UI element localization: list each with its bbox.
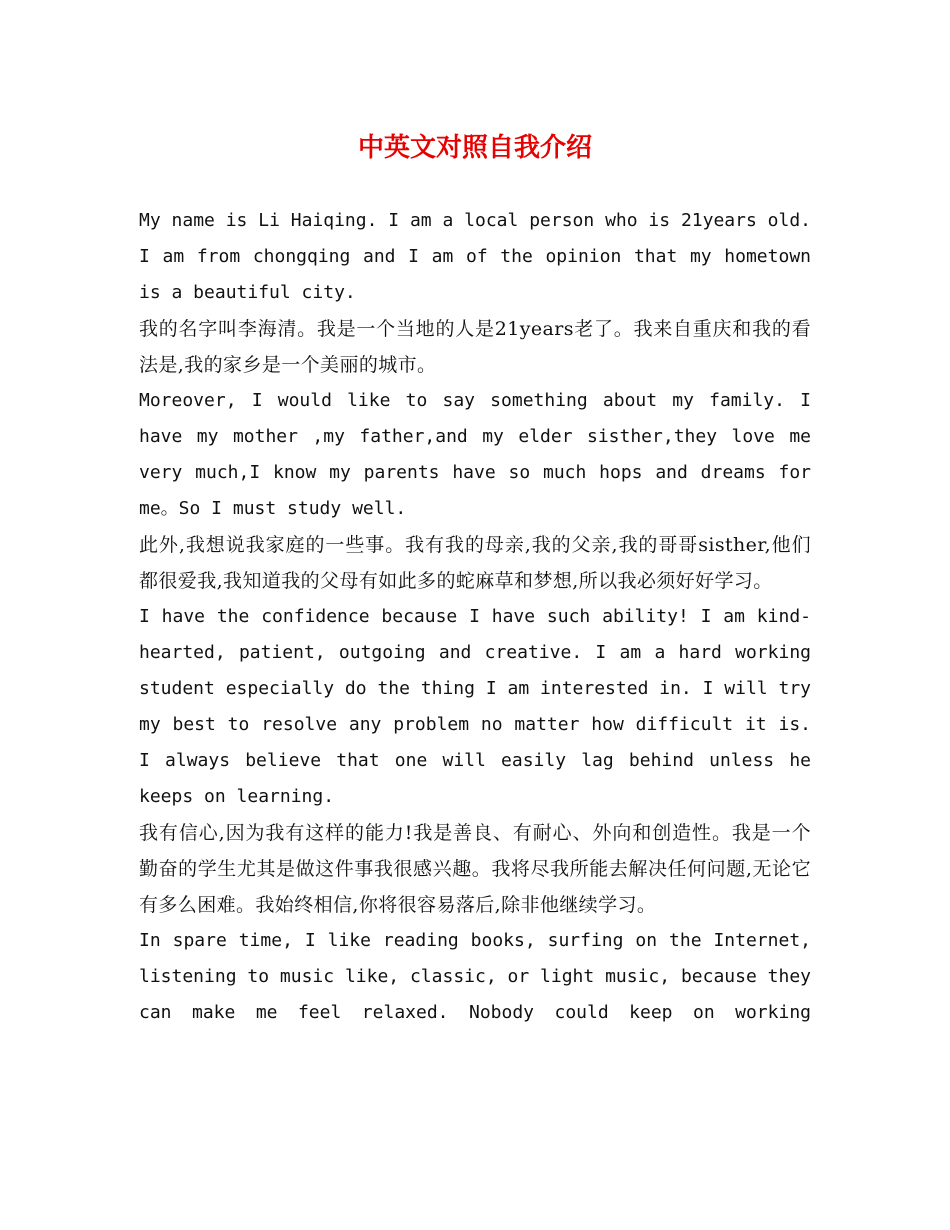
paragraph-hobbies-en: In spare time, I like reading books, surfing on the Internet, listening to music like, classic, or light music, because they can make me feel relaxed. Nobody could keep on working <box>139 930 811 1023</box>
paragraph-confidence-zh: 我有信心,因为我有这样的能力!我是善良、有耐心、外向和创造性。我是一个勤奋的学生尤其是做这件事我很感兴趣。我将尽我所能去解决任何问题,无论它有多么困难。我始终相信,你将很容易落后,除非他继续学习。 <box>139 822 811 916</box>
paragraph-intro-zh: 我的名字叫李海清。我是一个当地的人是21years老了。我来自重庆和我的看法是,我的家乡是一个美丽的城市。 <box>139 318 811 376</box>
paragraph-confidence-en: I have the confidence because I have such ability! I am kind-hearted, patient, outgoing and creative. I am a hard working student especially do the thing I am interested in. I will try my best to resolve any problem no matter how difficult it is. I always believe that one will easily lag behind unless he keeps on learning. <box>139 606 811 807</box>
paragraph-family-en: Moreover, I would like to say something about my family. I have my mother ,my father,and my elder sisther,they love me very much,I know my parents have so much hops and dreams for me。So I must study well. <box>139 390 811 519</box>
document-body <box>139 203 811 1031</box>
paragraph-intro-en: My name is Li Haiqing. I am a local person who is 21years old. I am from chongqing and I am of the opinion that my hometown is a beautiful city. <box>139 210 811 303</box>
paragraph-family-zh: 此外,我想说我家庭的一些事。我有我的母亲,我的父亲,我的哥哥sisther,他们都很爱我,我知道我的父母有如此多的蛇麻草和梦想,所以我必须好好学习。 <box>139 534 811 592</box>
document-title: 中英文对照自我介绍 <box>357 133 592 163</box>
